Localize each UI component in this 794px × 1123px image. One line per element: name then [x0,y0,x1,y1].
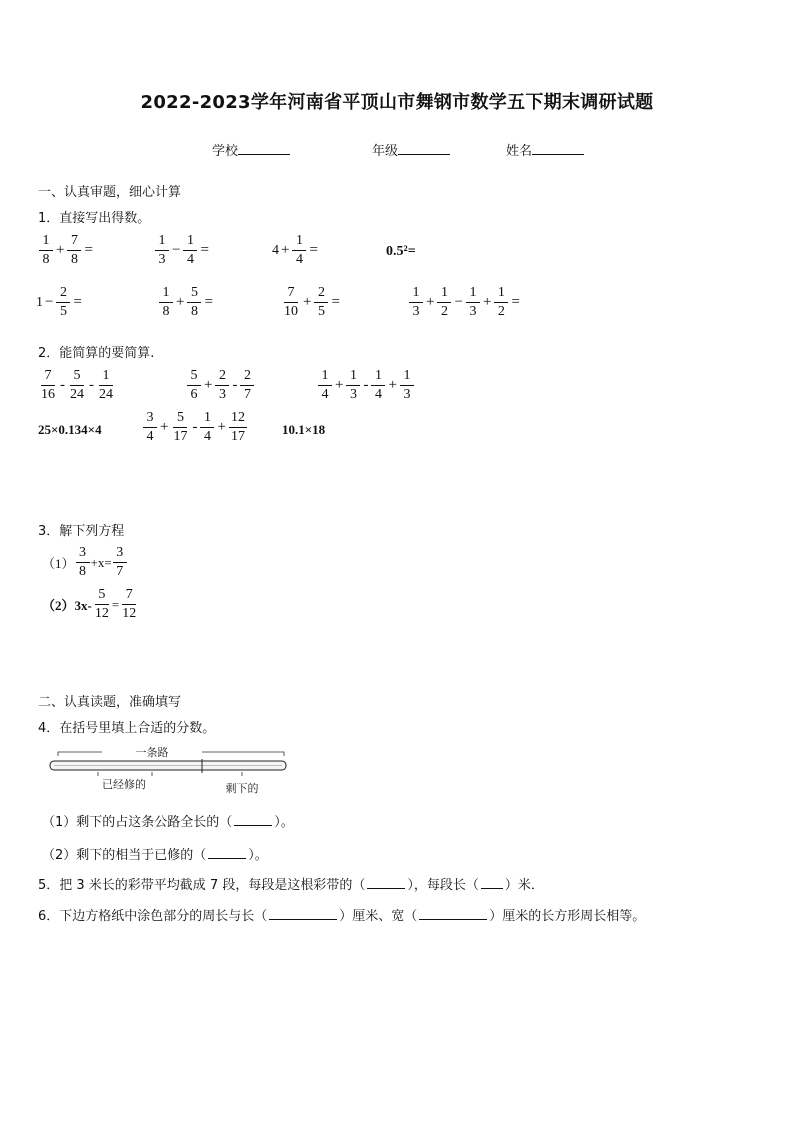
q2-expr-1: $\frac{7}{16}$ - $\frac{5}{24}$ - $\frac{1}{24}$ [41,368,113,402]
name-field: 姓名 [506,140,584,159]
q2-label: 2．能简算的要简算. [38,346,155,361]
answer-blank[interactable] [419,907,487,920]
q1-expr-7: $\frac{7}{10}$ + $\frac{2}{5}$ = [284,285,340,319]
q4-sub-2: （2）剩下的相当于已修的（ ）。 [42,848,268,863]
q1-expr-3: 4 + $\frac{1}{4}$ = [272,233,318,267]
q3-equation-2: （2）3x- $\frac{5}{12}$ = $\frac{7}{12}$ [42,587,137,621]
grade-field: 年级 [372,140,450,159]
brace-top-left [58,752,102,756]
page-title: 2022-2023学年河南省平顶山市舞钢市数学五下期末调研试题 [140,92,654,113]
answer-blank[interactable] [269,907,337,920]
q1-expr-6: $\frac{1}{8}$ + $\frac{5}{8}$ = [158,286,215,319]
q1-expr-5: 1 − $\frac{2}{5}$ = [36,285,82,319]
q2-expr-3: $\frac{1}{4}$ + $\frac{1}{3}$ - $\frac{1}{4}$ + $\frac{1}{3}$ [317,369,415,402]
answer-blank[interactable] [208,846,246,859]
section-2-heading: 二、认真读题，准确填写 [38,695,182,710]
q4-sub-1: （1）剩下的占这条公路全长的（ ）。 [42,815,294,830]
q1-expr-4: 0.5²= [386,244,416,259]
q1-expr-2: $\frac{1}{3}$ − $\frac{1}{4}$ = [154,234,211,267]
q2-expr-4: 25×0.134×4 [38,422,102,437]
answer-blank[interactable] [367,876,405,889]
q3-label: 3．解下列方程 [38,524,125,539]
road-left-label: 已经修的 [102,778,146,791]
q1-label: 1．直接写出得数。 [38,211,151,226]
q1-expr-1: $\frac{1}{8}$ + $\frac{7}{8}$ = [38,234,95,267]
road-diagram [46,742,290,802]
answer-blank[interactable] [234,813,272,826]
q2-expr-2: $\frac{5}{6}$ + $\frac{2}{3}$ - $\frac{2}{7}$ [186,369,255,402]
road-top-label: 一条路 [135,746,169,759]
q6: 6．下边方格纸中涂色部分的周长与长（ ）厘米、宽（ ）厘米的长方形周长相等。 [38,909,646,924]
school-field: 学校 [212,140,290,159]
brace-top-right [202,752,284,756]
q2-expr-5: $\frac{3}{4}$ + $\frac{5}{17}$ - $\frac{1}{4}$ + $\frac{12}{17}$ [142,411,248,444]
road-right-label: 剩下的 [225,782,259,795]
section-1-heading: 一、认真审题，细心计算 [38,185,182,200]
q3-equation-1: （1） $\frac{3}{8}$ +x= $\frac{3}{7}$ [42,546,128,579]
q4-label: 4．在括号里填上合适的分数。 [38,721,216,736]
q5: 5．把 3 米长的彩带平均截成 7 段，每段是这根彩带的（ ），每段长（ ）米． [38,878,544,893]
q2-expr-6: 10.1×18 [282,422,326,437]
q1-expr-8: $\frac{1}{3}$ + $\frac{1}{2}$ − $\frac{1}{3}$ + $\frac{1}{2}$ = [408,286,522,319]
answer-blank[interactable] [481,876,503,889]
